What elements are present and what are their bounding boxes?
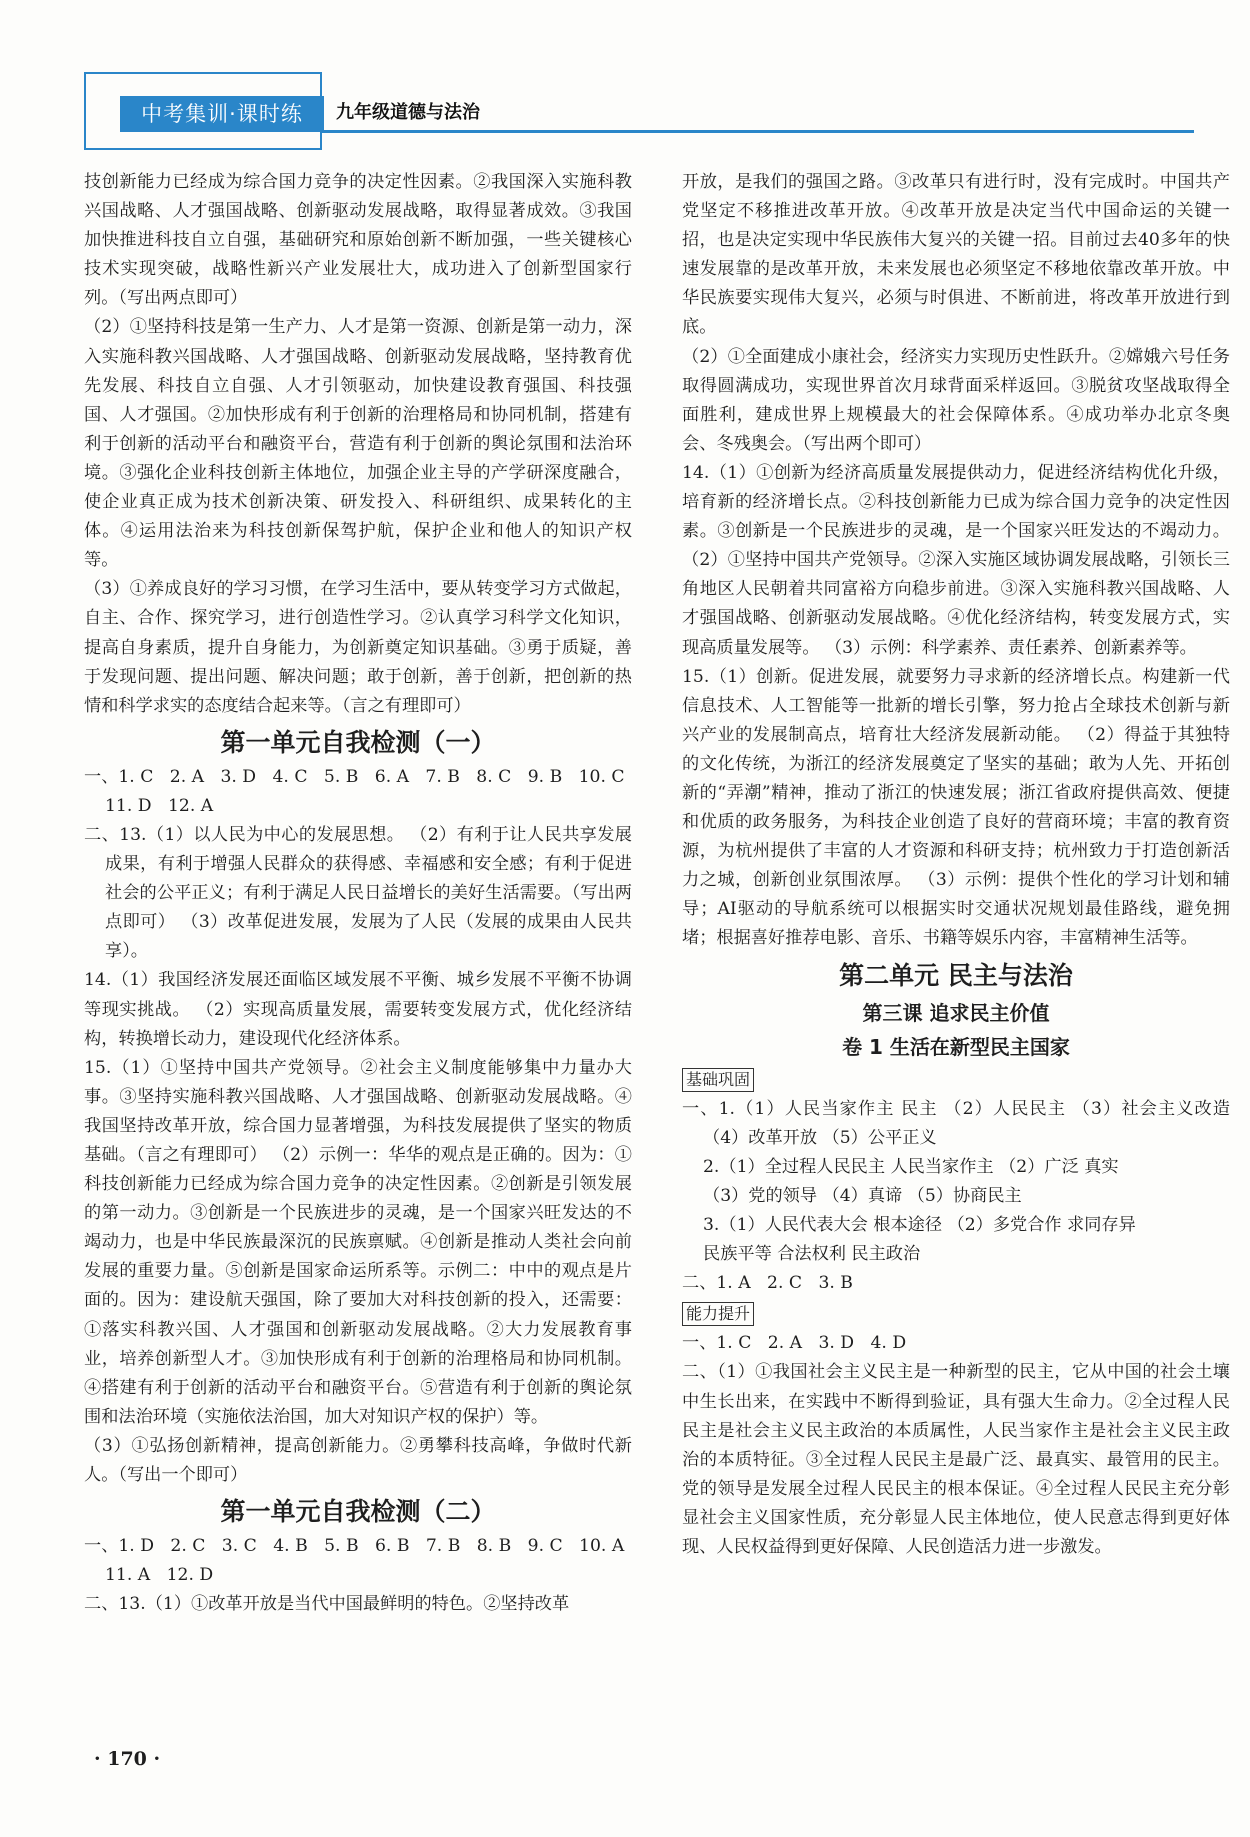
answer-paragraph: （3）党的领导 （4）真谛 （5）协商民主 [703, 1185, 1022, 1206]
answer-paragraph: （2）①坚持科技是第一生产力、人才是第一资源、创新是第一动力，深入实施科教兴国战略、人才强国战略、创新驱动发展战略，坚持教育优先发展、科技自立自强、人才引领驱动，加快建设教育强国、科技强国、人才强国。②加快形成有利于创新的治理格局和协同机制，搭建有利于创新的活动平台和融资平台，营造有利于创新的舆论氛围和法治环境。③强化企业科技创新主体地位，加强企业主导的产学研深度融合，使企业真正成为技术创新决策、研发投入、科研组织、成果转化的主体。④运用法治来为科技创新保驾护航，保护企业和他人的知识产权等。 [84, 317, 632, 571]
series-title: 中考集训·课时练 [120, 96, 324, 132]
answer-paragraph: 技创新能力已经成为综合国力竞争的决定性因素。②我国深入实施科教兴国战略、人才强国战略、创新驱动发展战略，取得显著成效。③我国加快推进科技自立自强，基础研究和原始创新不断加强，一些关键核心技术实现突破，战略性新兴产业发展壮大，成功进入了创新型国家行列。（写出两点即可） [84, 172, 632, 309]
section-heading: 第一单元自我检测（二） [220, 1497, 496, 1527]
answer-paragraph: （3）①弘扬创新精神，提高创新能力。②勇攀科技高峰，争做时代新人。（写出一个即可） [84, 1435, 632, 1486]
left-column [84, 168, 632, 1619]
answer-paragraph: （2）①全面建成小康社会，经济实力实现历史性跃升。②嫦娥六号任务取得圆满成功，实现世界首次月球背面采样返回。③脱贫攻坚战取得全面胜利，建成世界上规模最大的社会保障体系。④成功举办北京冬奥会、冬残奥会。（写出两个即可） [682, 346, 1230, 454]
choice-answers: 一、1. C 2. A 3. D 4. C 5. B 6. A 7. B 8. C 9. B 10. C [84, 766, 625, 787]
unit-heading: 第二单元 民主与法治 [839, 960, 1073, 990]
answer-paragraph: 3.（1）人民代表大会 根本途径 （2）多党合作 求同存异 [703, 1215, 1136, 1235]
answer-paragraph: 二、13.（1）①改革开放是当代中国最鲜明的特色。②坚持改革 [84, 1594, 570, 1615]
answer-paragraph: 开放，是我们的强国之路。③改革只有进行时，没有完成时。中国共产党坚定不移推进改革开放。④改革开放是决定当代中国命运的关键一招，也是决定实现中华民族伟大复兴的关键一招。目前过去40多年的快速发展靠的是改革开放，未来发展也必须坚定不移地依靠改革开放。中华民族要实现伟大复兴，必须与时俱进、不断前进，将改革开放进行到底。 [682, 172, 1230, 338]
answer-paragraph: 14.（1）①创新为经济高质量发展提供动力，促进经济结构优化升级，培育新的经济增长点。②科技创新能力已成为综合国力竞争的决定性因素。③创新是一个民族进步的灵魂，是一个国家兴旺发达的不竭动力。 （2）①坚持中国共产党领导。②深入实施区域协调发展战略，引领长三角地区人民朝着共同富裕方向稳步前进。③深入实施科教兴国战略、人才强国战略、创新驱动发展战略。④优化经济结构，转变发展方式，实现高质量发展等。 （3）示例：科学素养、责任素养、创新素养等。 [682, 462, 1230, 658]
answer-paragraph: 2.（1）全过程人民民主 人民当家作主 （2）广泛 真实 [703, 1156, 1119, 1177]
choice-answers: 11. A 12. D [105, 1565, 214, 1586]
answer-paragraph: 15.（1）①坚持中国共产党领导。②社会主义制度能够集中力量办大事。③坚持实施科教兴国战略、人才强国战略、创新驱动发展战略。④我国坚持改革开放，综合国力显著增强，为科技发展提供了坚实的物质基础。（言之有理即可） （2）示例一：华华的观点是正确的。因为：①科技创新能力已经成为综合国力竞争的决定性因素。②创新是引领发展的第一动力。③创新是一个民族进步的灵魂，是一个国家兴旺发达的不竭动力，也是中华民族最深沉的民族禀赋。④创新是推动人类社会向前发展的重要力量。⑤创新是国家命运所系等。示例二：中中的观点是片面的。因为：建设航天强国，除了要加大对科技创新的投入，还需要：①落实科教兴国、人才强国和创新驱动发展战略。②大力发展教育事业，培养创新型人才。③加快形成有利于创新的治理格局和协同机制。④搭建有利于创新的活动平台和融资平台。⑤营造有利于创新的舆论氛围和法治环境（实施依法治国，加大对知识产权的保护）等。 [84, 1057, 632, 1427]
right-column [682, 168, 1230, 1562]
answer-paragraph: 二、13.（1）以人民为中心的发展思想。 （2）有利于让人民共享发展成果，有利于增强人民群众的获得感、幸福感和安全感；有利于促进社会的公平正义；有利于满足人民日益增长的美好生活需要。（写出两点即可） （3）改革促进发展，发展为了人民（发展的成果由人民共享）。 [84, 824, 632, 962]
choice-answers: 一、1. D 2. C 3. C 4. B 5. B 6. B 7. B 8. B 9. C 10. A [84, 1536, 625, 1557]
answer-paragraph: 民族平等 合法权利 民主政治 [703, 1244, 921, 1265]
lesson-heading: 第三课 追求民主价值 [862, 1000, 1050, 1025]
choice-answers: 一、1. C 2. A 3. D 4. D [682, 1333, 907, 1354]
choice-answers: 11. D 12. A [105, 795, 214, 816]
header-rule [320, 130, 1194, 133]
page-header [84, 72, 1194, 150]
section-tag: 基础巩固 [682, 1068, 754, 1092]
answer-paragraph: （3）①养成良好的学习习惯，在学习生活中，要从转变学习方式做起，自主、合作、探究学习，进行创造性学习。②认真学习科学文化知识，提高自身素质，提升自身能力，为创新奠定知识基础。③勇于质疑，善于发现问题、提出问题、解决问题；敢于创新，善于创新，把创新的热情和科学求实的态度结合起来等。（言之有理即可） [84, 579, 632, 716]
answer-paragraph: 二、（1）①我国社会主义民主是一种新型的民主，它从中国的社会土壤中生长出来，在实践中不断得到验证，具有强大生命力。②全过程人民民主是社会主义民主政治的本质属性，人民当家作主是社会主义民主政治的本质特征。③全过程人民民主是最广泛、最真实、最管用的民主。党的领导是发展全过程人民民主的根本保证。④全过程人民民主充分彰显社会主义国家性质，充分彰显人民主体地位，使人民意志得到更好体现、人民权益得到更好保障、人民创造活力进一步激发。 [682, 1362, 1230, 1558]
volume-heading: 卷 1 生活在新型民主国家 [842, 1034, 1070, 1059]
answer-paragraph: 14.（1）我国经济发展还面临区域发展不平衡、城乡发展不平衡不协调等现实挑战。 （2）实现高质量发展，需要转变发展方式，优化经济结构，转换增长动力，建设现代化经济体系。 [84, 970, 632, 1049]
answer-paragraph: 一、1.（1）人民当家作主 民主 （2）人民民主 （3）社会主义改造 （4）改革开放 （5）公平正义 [682, 1098, 1230, 1148]
section-heading: 第一单元自我检测（一） [220, 727, 496, 757]
section-tag: 能力提升 [682, 1302, 754, 1326]
answer-paragraph: 15.（1）创新。促进发展，就要努力寻求新的经济增长点。构建新一代信息技术、人工智能等一批新的增长引擎，努力抢占全球技术创新与新兴产业的发展制高点，培育壮大经济发展新动能。 （2）得益于其独特的文化传统，为浙江的经济发展奠定了坚实的基础；敢为人先、开拓创新的“弄潮”精神，推动了浙江的快速发展；浙江省政府提供高效、便捷和优质的政务服务，为科技企业创造了良好的营商环境；丰富的教育资源，为杭州提供了丰富的人才资源和科研支持；杭州致力于打造创新活力之城，创新创业氛围浓厚。 （3）示例：提供个性化的学习计划和辅导；AI驱动的导航系统可以根据实时交通状况规划最佳路线，避免拥堵；根据喜好推荐电影、音乐、书籍等娱乐内容，丰富精神生活等。 [682, 666, 1230, 949]
series-badge [84, 72, 322, 150]
subject-title: 九年级道德与法治 [336, 102, 480, 123]
page-number: · 170 · [94, 1748, 161, 1770]
choice-answers: 二、1. A 2. C 3. B [682, 1273, 853, 1294]
